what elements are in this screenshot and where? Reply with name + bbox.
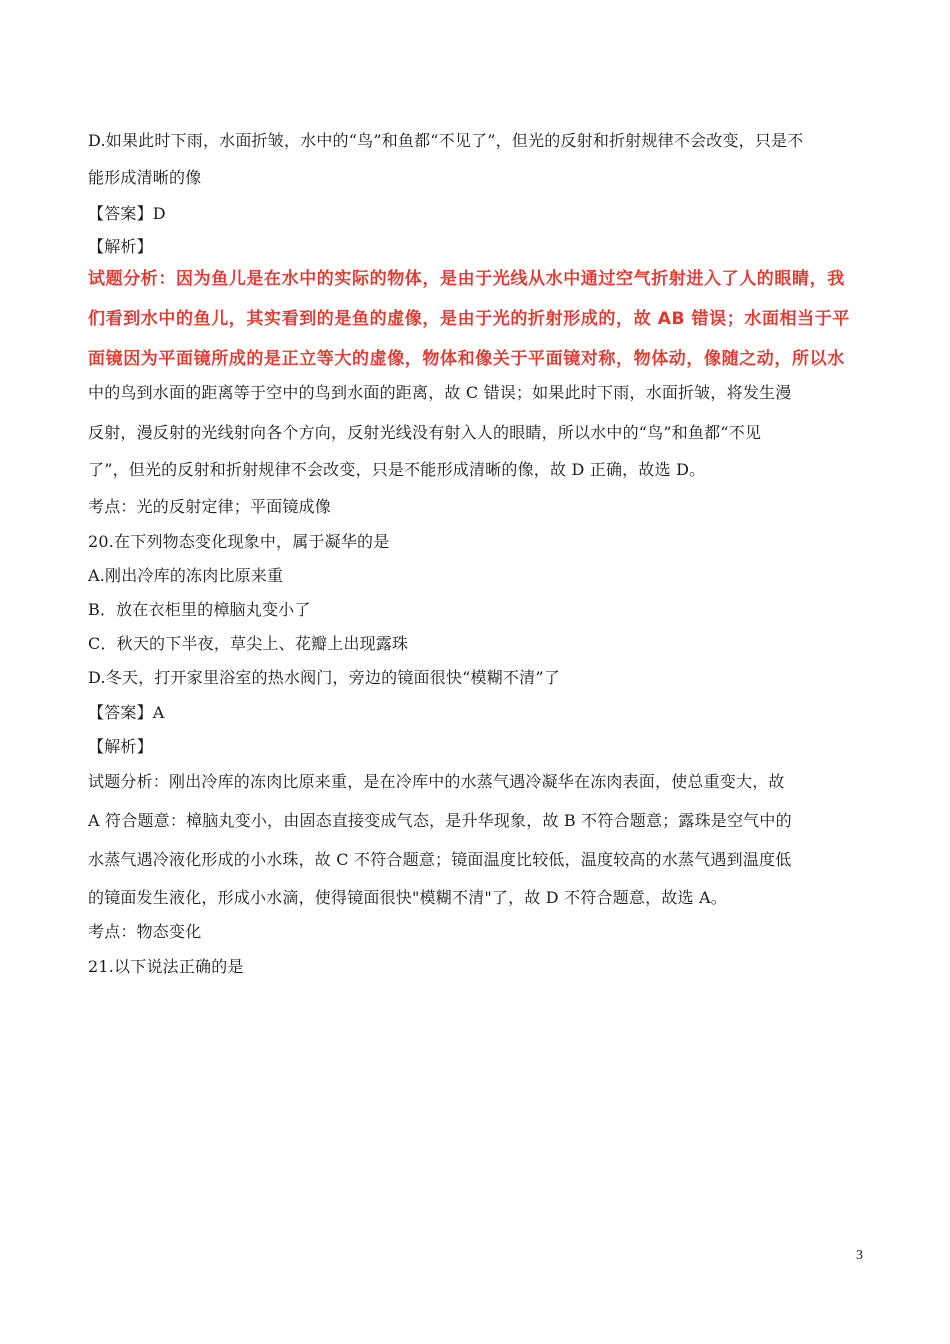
analysis-line-2: 们看到水中的鱼儿，其实看到的是鱼的虚像，是由于光的折射形成的，故 AB 错误；水面相当于平 (88, 309, 850, 329)
question-20-option-d: D.冬天，打开家里浴室的热水阀门，旁边的镜面很快“模糊不清”了 (88, 668, 560, 687)
question-20-option-b: B．放在衣柜里的樟脑丸变小了 (88, 600, 311, 619)
analysis-20-line-3: 水蒸气遇冷液化形成的小水珠，故 C 不符合题意；镜面温度比较低，温度较高的水蒸气遇到温度低 (88, 850, 792, 869)
analysis-line-4: 中的鸟到水面的距离等于空中的鸟到水面的距离，故 C 错误；如果此时下雨，水面折皱，将发生漫 (88, 383, 792, 402)
analysis-line-3: 面镜因为平面镜所成的是正立等大的虚像，物体和像关于平面镜对称，物体动，像随之动，所以水 (88, 349, 845, 369)
analysis-line-1: 试题分析：因为鱼儿是在水中的实际的物体，是由于光线从水中通过空气折射进入了人的眼睛，我 (88, 269, 845, 289)
analysis-20-line-1: 试题分析：刚出冷库的冻肉比原来重，是在冷库中的水蒸气遇冷凝华在冻肉表面，使总重变大，故 (88, 772, 785, 791)
option-d-line-2: 能形成清晰的像 (88, 168, 202, 187)
analysis-line-5: 反射，漫反射的光线射向各个方向，反射光线没有射入人的眼睛，所以水中的“鸟”和鱼都“不见 (88, 423, 762, 442)
question-20: 20.在下列物态变化现象中，属于凝华的是 (88, 532, 390, 551)
key-point-line: 考点：光的反射定律；平面镜成像 (88, 497, 332, 516)
answer-label-20: 【答案】A (88, 703, 165, 722)
analysis-20-line-2: A 符合题意：樟脑丸变小，由固态直接变成气态，是升华现象，故 B 不符合题意；露珠是空气中的 (88, 811, 792, 830)
answer-label: 【答案】D (88, 204, 166, 223)
option-d-line-1: D.如果此时下雨，水面折皱，水中的“鸟”和鱼都“不见了”，但光的反射和折射规律不会改变，只是不 (88, 131, 804, 150)
question-20-option-c: C．秋天的下半夜，草尖上、花瓣上出现露珠 (88, 634, 409, 653)
analysis-line-6: 了”，但光的反射和折射规律不会改变，只是不能形成清晰的像，故 D 正确，故选 D。 (88, 460, 706, 479)
question-21: 21.以下说法正确的是 (88, 957, 244, 976)
analysis-label: 【解析】 (88, 237, 153, 256)
question-20-option-a: A.刚出冷库的冻肉比原来重 (88, 566, 284, 585)
analysis-label-20: 【解析】 (88, 737, 153, 756)
key-point-line-20: 考点：物态变化 (88, 922, 202, 941)
page-number: 3 (856, 1248, 863, 1263)
analysis-20-line-4: 的镜面发生液化，形成小水滴，使得镜面很快"模糊不清"了，故 D 不符合题意，故选 A。 (88, 888, 727, 907)
